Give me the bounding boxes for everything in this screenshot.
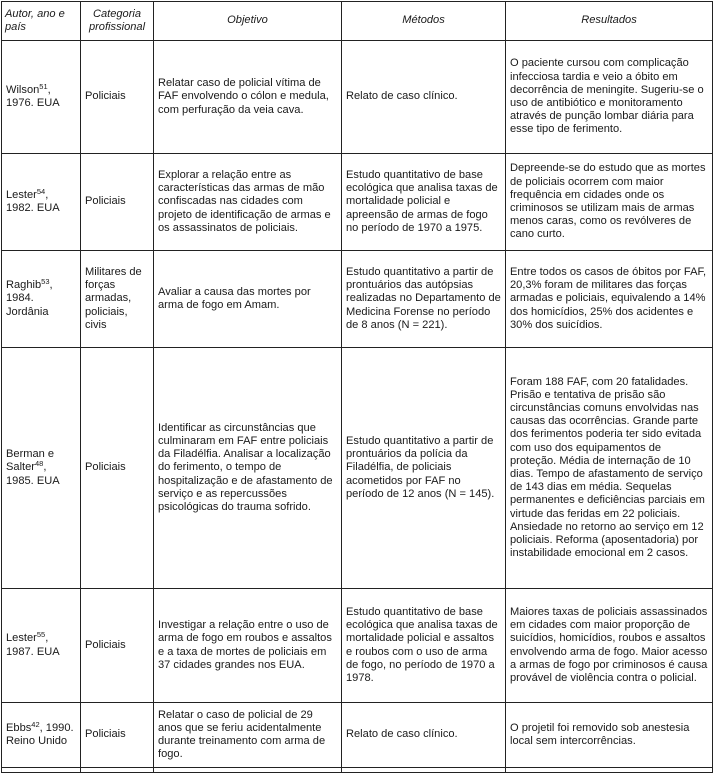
objective-cell: Relatar o caso de policial de 29 anos que se feriu acidentalmente durante treinamento com arma de fogo. [154, 703, 342, 768]
objective-cell: Avaliar a causa das mortes por arma de fogo em Amam. [154, 251, 342, 348]
table-cutoff-row [2, 768, 713, 773]
header-objective: Objetivo [154, 2, 342, 41]
table-header [2, 2, 713, 41]
literature-review-table [1, 1, 713, 773]
table-row [2, 348, 713, 589]
category-cell: Militares de forças armadas, policiais, civis [81, 251, 154, 348]
table-row [2, 251, 713, 348]
reference-number: 48 [34, 459, 44, 469]
author-cell: Raghib$^{53}$, 1984. Jordânia [2, 251, 81, 348]
header-author: Autor, ano e país [2, 2, 81, 41]
methods-cell: Relato de caso clínico. [342, 41, 506, 154]
results-cell: Entre todos os casos de óbitos por FAF, 20,3% foram de militares das forças armadas e policiais, equivalendo a 14% dos homicídios, 25% dos acidentes e 30% dos suicídios. [506, 251, 713, 348]
methods-cell: Estudo quantitativo a partir de prontuários da polícia da Filadélfia, de policiais acometidos por FAF no período de 12 anos (N = 145). [342, 348, 506, 589]
author-cell: Wilson$^{51}$, 1976. EUA [2, 41, 81, 154]
author-cell: Berman e Salter$^{48}$, 1985. EUA [2, 348, 81, 589]
objective-cell: Investigar a relação entre o uso de arma de fogo em roubos e assaltos e a taxa de mortes de policiais em 37 cidades grandes nos EUA. [154, 589, 342, 703]
header-row [2, 2, 713, 41]
category-cell: Policiais [81, 703, 154, 768]
category-cell: Policiais [81, 348, 154, 589]
category-cell: Policiais [81, 589, 154, 703]
methods-cell: Estudo quantitativo de base ecológica que analisa taxas de mortalidade policial e apreensão de armas de fogo no período de 1970 a 1975. [342, 154, 506, 251]
author-cell: Lester$^{55}$, 1987. EUA [2, 589, 81, 703]
results-cell: O paciente cursou com complicação infecciosa tardia e veio a óbito em decorrência de meningite. Sugeriu-se o uso de antibiótico e monitoramento através de punção lombar diária para esse tipo de ferimento. [506, 41, 713, 154]
author-cell: Lester$^{54}$, 1982. EUA [2, 154, 81, 251]
reference-number: 51 [39, 81, 48, 91]
category-cell: Policiais [81, 154, 154, 251]
results-cell: Depreende-se do estudo que as mortes de policiais ocorrem com maior frequência em cidades onde os criminosos se utilizam mais de armas menos caras, como os revólveres de cano curto. [506, 154, 713, 251]
reference-number: 55 [36, 630, 46, 640]
header-category: Categoria profissional [81, 2, 154, 41]
objective-cell: Identificar as circunstâncias que culminaram em FAF entre policiais da Filadélfia. Analisar a localização do ferimento, o tempo de hospitalização e de afastamento de serviço e as repercussões psicológicas do trauma sofrido. [154, 348, 342, 589]
author-cell: Ebbs$^{42}$, 1990. Reino Unido [2, 703, 81, 768]
results-cell: Maiores taxas de policiais assassinados em cidades com maior proporção de suicídios, homicídios, roubos e assaltos envolvendo arma de fogo. Maior acesso a armas de fogo por criminosos é causa provável de violência contra o policial. [506, 589, 713, 703]
table-row [2, 41, 713, 154]
objective-cell: Explorar a relação entre as características das armas de mão confiscadas nas cidades com projeto de identificação de armas e os assassinatos de policiais. [154, 154, 342, 251]
reference-number: 53 [41, 277, 50, 287]
table-row [2, 589, 713, 703]
table-row [2, 703, 713, 768]
header-methods: Métodos [342, 2, 506, 41]
objective-cell: Relatar caso de policial vítima de FAF envolvendo o cólon e medula, com perfuração da veia cava. [154, 41, 342, 154]
methods-cell: Estudo quantitativo de base ecológica que analisa taxas de mortalidade policial e assaltos e roubos com o uso de arma de fogo, no período de 1970 a 1978. [342, 589, 506, 703]
header-results: Resultados [506, 2, 713, 41]
methods-cell: Relato de caso clínico. [342, 703, 506, 768]
results-cell: O projetil foi removido sob anestesia local sem intercorrências. [506, 703, 713, 768]
reference-number: 54 [36, 186, 46, 196]
methods-cell: Estudo quantitativo a partir de prontuários das autópsias realizadas no Departamento de Medicina Forense no período de 8 anos (N = 221). [342, 251, 506, 348]
table-body [2, 41, 713, 773]
table-row [2, 154, 713, 251]
results-cell: Foram 188 FAF, com 20 fatalidades. Prisão e tentativa de prisão são circunstâncias comuns envolvidas nas causas das ocorrências. Grande parte dos ferimentos poderia ter sido evitada com uso dos equipamentos de proteção. Média de internação de 10 dias. Tempo de afastamento de serviço de 143 dias em média. Sequelas permanentes e deficiências parciais em virtude das feridas em 22 policiais. Ansiedade no retorno ao serviço em 12 policiais. Reforma (aposentadoria) por instabilidade emocional em 2 casos. [506, 348, 713, 589]
category-cell: Policiais [81, 41, 154, 154]
reference-number: 42 [31, 719, 40, 729]
